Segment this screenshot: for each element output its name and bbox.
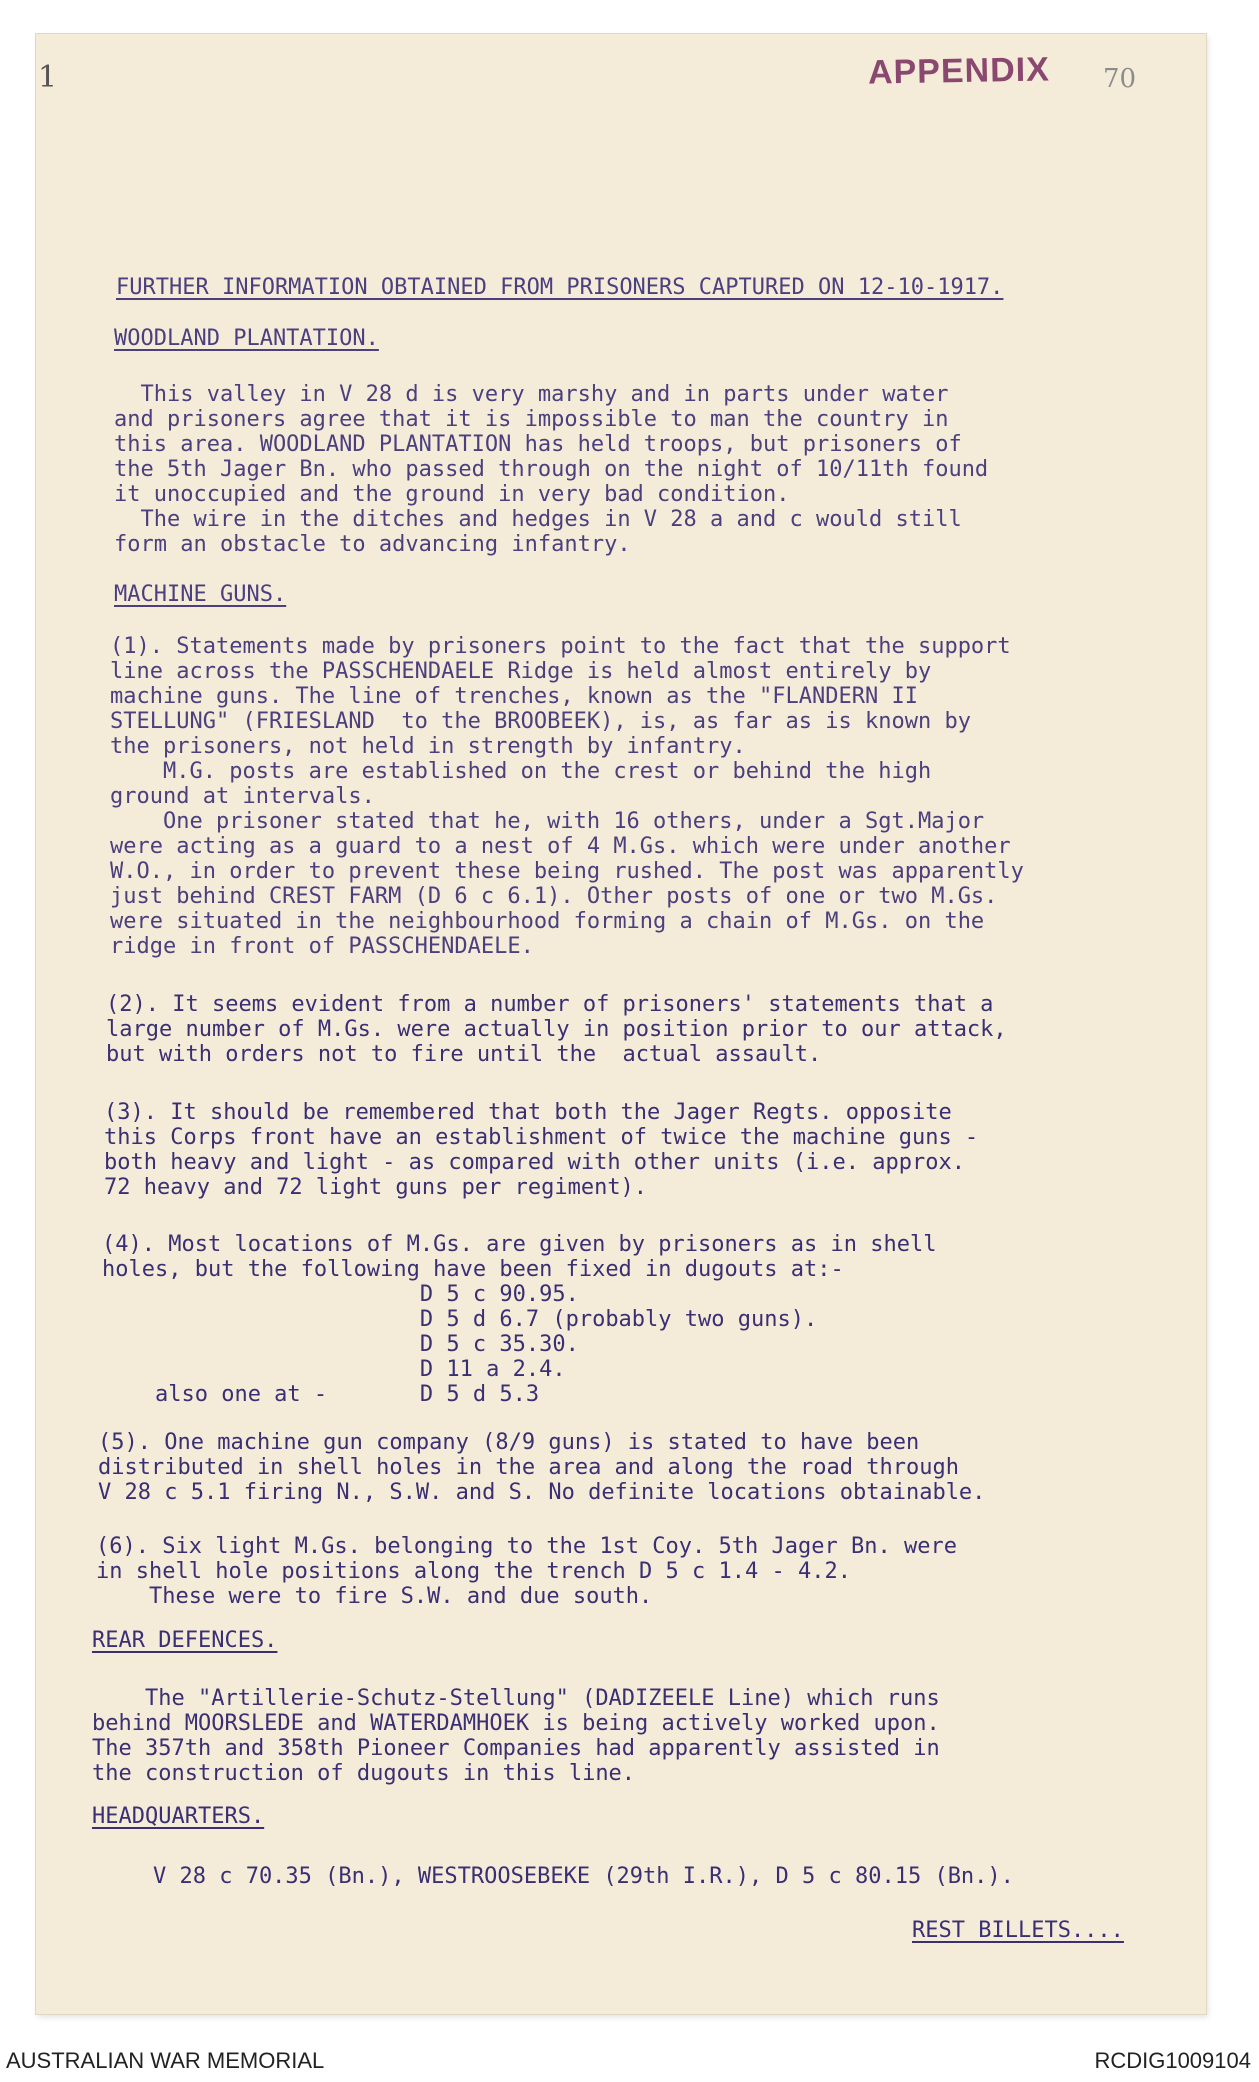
continuation-note: REST BILLETS....	[912, 1918, 1124, 1943]
footer-record-id: RCDIG1009104	[1094, 2048, 1251, 2073]
section-heading-rear-defences: REAR DEFENCES.	[92, 1628, 278, 1653]
corner-mark: 1	[38, 60, 58, 95]
machine-guns-paragraph-4: (4). Most locations of M.Gs. are given by prisoners as in shell holes, but the following have been fixed in dugouts at:- D 5 c 90.95. D 5 d 6.7 (probably two guns). D 5 c 35.30. D 11 a 2.4. also one at - D 5 d 5.3	[102, 1232, 937, 1407]
page-number: 70	[1103, 64, 1137, 94]
machine-guns-paragraph-5: (5). One machine gun company (8/9 guns) is stated to have been distributed in shell holes in the area and along the road through V 28 c 5.1 firing N., S.W. and S. No definite locations obtainable.	[98, 1430, 986, 1505]
section-heading-headquarters: HEADQUARTERS.	[92, 1804, 265, 1829]
headquarters-paragraph: V 28 c 70.35 (Bn.), WESTROOSEBEKE (29th I.R.), D 5 c 80.15 (Bn.).	[100, 1864, 1014, 1889]
machine-guns-paragraph-3: (3). It should be remembered that both the Jager Regts. opposite this Corps front have an establishment of twice the machine guns - both heavy and light - as compared with other units (i.e. approx. 72 heavy and 72 light guns per regiment).	[104, 1100, 979, 1200]
section-heading-machine-guns: MACHINE GUNS.	[114, 582, 287, 607]
machine-guns-paragraph-1: (1). Statements made by prisoners point to the fact that the support line across the PASSCHENDAELE Ridge is held almost entirely by machine guns. The line of trenches, known as the "FLANDERN II STELLUNG" (FRIESLAND to the BROOBEEK), is, as far as is known by the prisoners, not held in strength by infantry. M.G. posts are established on the crest or behind the high ground at intervals. One prisoner stated that he, with 16 others, under a Sgt.Major were acting as a guard to a nest of 4 M.Gs. which were under another W.O., in order to prevent these being rushed. The post was apparently just behind CREST FARM (D 6 c 6.1). Other posts of one or two M.Gs. were situated in the neighbourhood forming a chain of M.Gs. on the ridge in front of PASSCHENDAELE.	[110, 634, 1024, 959]
appendix-stamp: APPENDIX	[867, 50, 1051, 92]
woodland-paragraph: This valley in V 28 d is very marshy and in parts under water and prisoners agree that it is impossible to man the country in this area. WOODLAND PLANTATION has held troops, but prisoners of the 5th Jager Bn. who passed through on the night of 10/11th found it unoccupied and the ground in very bad condition. The wire in the ditches and hedges in V 28 a and c would still form an obstacle to advancing infantry.	[114, 382, 989, 557]
machine-guns-paragraph-2: (2). It seems evident from a number of prisoners' statements that a large number of M.Gs. were actually in position prior to our attack, but with orders not to fire until the actual assault.	[106, 992, 1007, 1067]
machine-guns-paragraph-6: (6). Six light M.Gs. belonging to the 1st Coy. 5th Jager Bn. were in shell hole positions along the trench D 5 c 1.4 - 4.2. These were to fire S.W. and due south.	[96, 1534, 957, 1609]
document-title: FURTHER INFORMATION OBTAINED FROM PRISONERS CAPTURED ON 12-10-1917.	[116, 275, 1004, 300]
section-heading-woodland: WOODLAND PLANTATION.	[114, 326, 379, 351]
footer-source: AUSTRALIAN WAR MEMORIAL	[6, 2048, 325, 2073]
rear-defences-paragraph: The "Artillerie-Schutz-Stellung" (DADIZEELE Line) which runs behind MOORSLEDE and WATERDAMHOEK is being actively worked upon. The 357th and 358th Pioneer Companies had apparently assisted in the construction of dugouts in this line.	[92, 1686, 940, 1786]
